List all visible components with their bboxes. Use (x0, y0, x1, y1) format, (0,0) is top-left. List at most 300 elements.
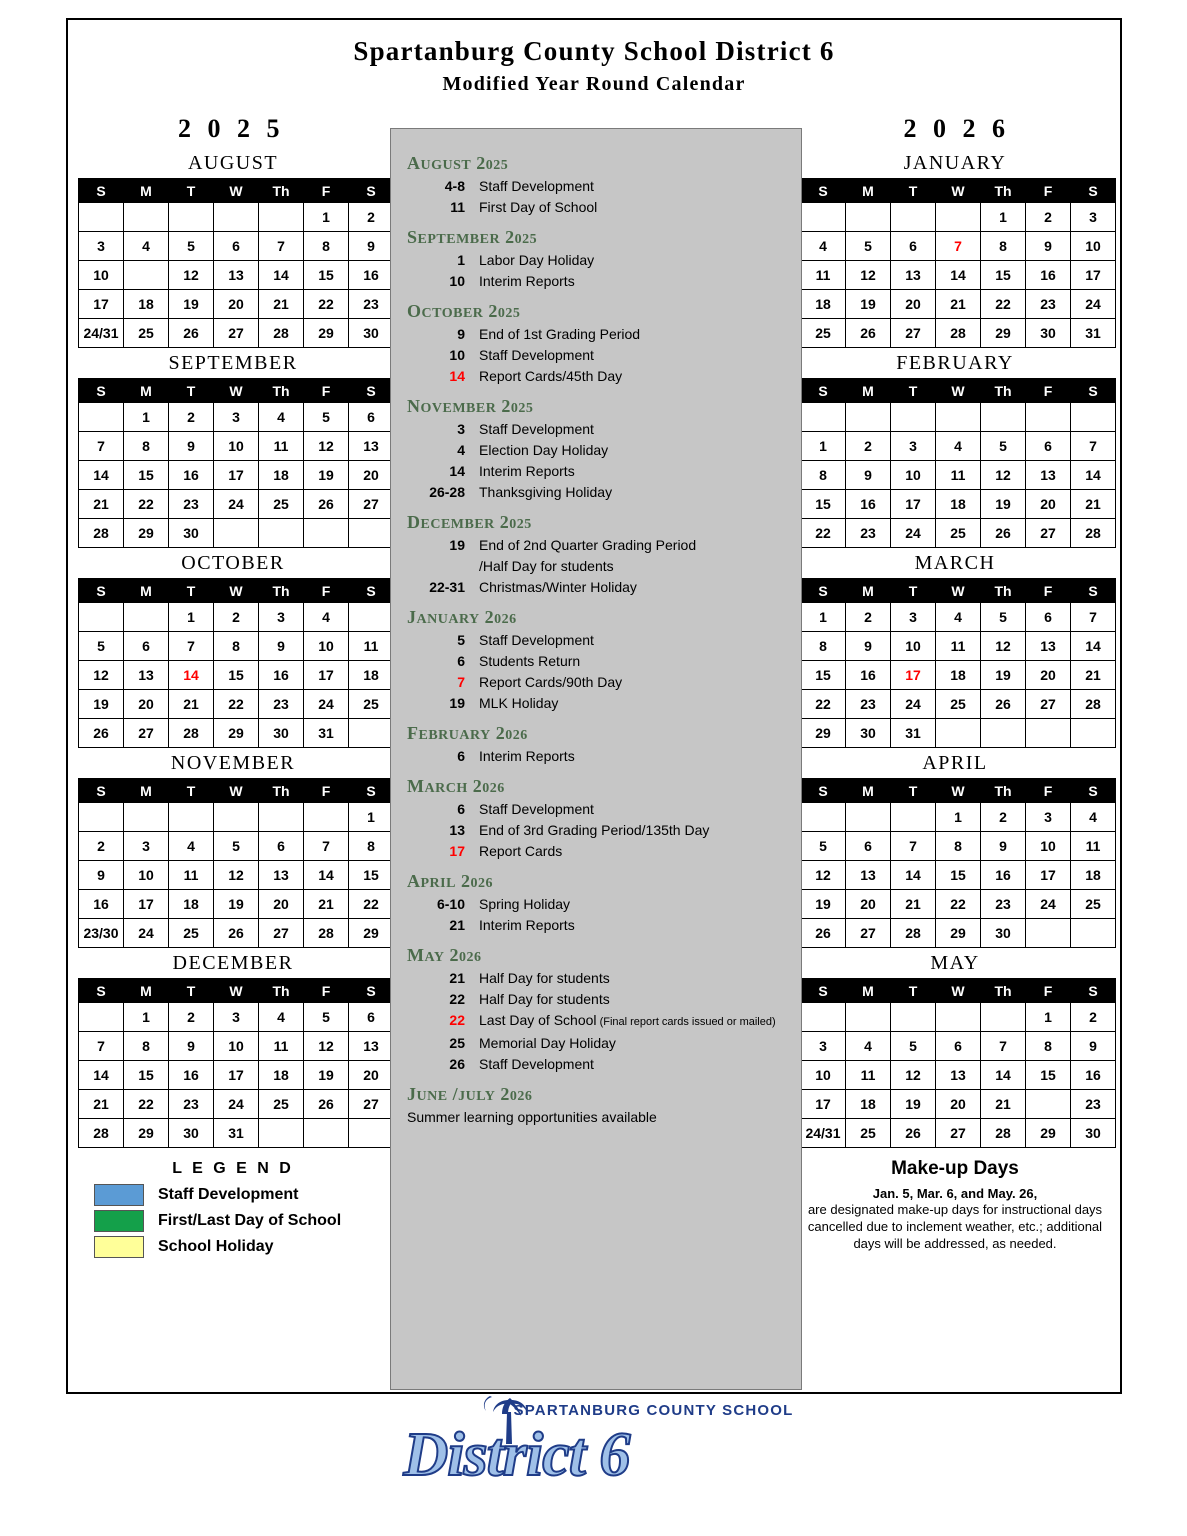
day-cell: 24 (891, 519, 936, 548)
day-cell: 24 (1071, 290, 1116, 319)
day-cell: 25 (801, 319, 846, 348)
day-cell: 16 (79, 890, 124, 919)
event-date: 19 (449, 537, 465, 553)
month-block-february (800, 352, 1110, 548)
event-row (407, 1010, 785, 1032)
day-cell: 27 (124, 719, 169, 748)
empty-cell (79, 403, 124, 432)
day-cell: 11 (259, 1032, 304, 1061)
weekday-header: W (936, 379, 981, 403)
day-cell: 13 (846, 861, 891, 890)
weekday-header: M (124, 979, 169, 1003)
weekday-header: W (936, 579, 981, 603)
day-cell: 26 (981, 519, 1026, 548)
day-cell: 10 (79, 261, 124, 290)
day-cell: 10 (304, 632, 349, 661)
day-cell: 16 (259, 661, 304, 690)
week-row (801, 1061, 1116, 1090)
day-cell: 22 (304, 290, 349, 319)
month-block-april (800, 752, 1110, 948)
day-cell: 27 (1026, 519, 1071, 548)
event-row (407, 746, 785, 766)
day-cell: 5 (891, 1032, 936, 1061)
month-block-october (78, 552, 388, 748)
day-cell: 7 (891, 832, 936, 861)
event-text: Spring Holiday (479, 896, 571, 912)
day-cell: 11 (124, 261, 169, 290)
day-cell: 10 (214, 432, 259, 461)
day-cell: 22 (124, 1090, 169, 1119)
legend-label: Staff Development (158, 1186, 299, 1203)
empty-cell (349, 1119, 394, 1148)
day-cell: 20 (846, 890, 891, 919)
event-date: 10 (449, 273, 465, 289)
day-cell: 9 (349, 232, 394, 261)
month-block-january (800, 152, 1110, 348)
event-month-heading: OCTOBER 2025 (407, 301, 521, 321)
weekday-header: M (124, 579, 169, 603)
weekday-header: S (1071, 779, 1116, 803)
empty-cell (169, 803, 214, 832)
day-cell: 28 (1071, 519, 1116, 548)
day-cell: 8 (304, 232, 349, 261)
day-cell: 2 (846, 432, 891, 461)
event-text: /Half Day for students (479, 558, 614, 574)
day-cell: 23 (169, 490, 214, 519)
event-text: Christmas/Winter Holiday (479, 579, 637, 595)
day-cell: 19 (169, 290, 214, 319)
event-date: 9 (457, 326, 465, 342)
day-cell: 17 (891, 490, 936, 519)
week-row (79, 861, 394, 890)
day-cell: 4 (801, 232, 846, 261)
day-cell: 11 (936, 632, 981, 661)
week-row (801, 203, 1116, 232)
empty-cell (349, 603, 394, 632)
event-date: 13 (449, 822, 465, 838)
day-cell: 13 (1026, 632, 1071, 661)
weekday-header: S (79, 979, 124, 1003)
day-cell: 19 (214, 890, 259, 919)
empty-cell (259, 519, 304, 548)
day-cell: 1 (1026, 1003, 1071, 1032)
weekday-header: Th (259, 579, 304, 603)
event-row (407, 197, 785, 217)
empty-cell (801, 1003, 846, 1032)
event-date: 21 (449, 917, 465, 933)
day-cell: 7 (936, 232, 981, 261)
day-cell: 22 (214, 690, 259, 719)
day-cell: 3 (214, 1003, 259, 1032)
weekday-header: S (79, 179, 124, 203)
day-cell: 21 (981, 1090, 1026, 1119)
month-block-december (78, 952, 388, 1148)
empty-cell (981, 719, 1026, 748)
day-cell: 12 (304, 432, 349, 461)
day-cell: 14 (1071, 461, 1116, 490)
day-cell: 21 (169, 690, 214, 719)
day-cell: 7 (169, 632, 214, 661)
weekday-header: S (801, 979, 846, 1003)
day-cell: 23 (1071, 1090, 1116, 1119)
day-cell: 22 (801, 690, 846, 719)
day-cell: 13 (891, 261, 936, 290)
event-text: Last Day of School (Final report cards issued or mailed) (479, 1012, 776, 1028)
day-cell: 9 (1071, 1032, 1116, 1061)
empty-cell (981, 403, 1026, 432)
event-date: 22 (449, 991, 465, 1007)
day-cell: 19 (304, 461, 349, 490)
event-date: 1 (457, 252, 465, 268)
empty-cell (304, 519, 349, 548)
day-cell: 22 (349, 890, 394, 919)
week-row (801, 232, 1116, 261)
event-date: 6 (457, 653, 465, 669)
day-cell: 8 (1026, 1032, 1071, 1061)
empty-cell (1026, 403, 1071, 432)
legend-item (94, 1236, 388, 1258)
day-cell: 23 (349, 290, 394, 319)
logo-top-text: SPARTANBURG COUNTY SCHOOL (513, 1402, 794, 1419)
weekday-header: Th (981, 979, 1026, 1003)
event-month-heading: MARCH 2026 (407, 776, 505, 796)
day-cell: 17 (1071, 261, 1116, 290)
day-cell: 18 (1071, 861, 1116, 890)
event-text: End of 2nd Quarter Grading Period (479, 537, 697, 553)
empty-cell (1071, 919, 1116, 948)
event-text: MLK Holiday (479, 695, 559, 711)
day-cell: 27 (936, 1119, 981, 1148)
day-cell: 1 (124, 403, 169, 432)
day-cell: 15 (801, 661, 846, 690)
day-cell: 12 (169, 261, 214, 290)
day-cell: 18 (124, 290, 169, 319)
empty-cell (124, 203, 169, 232)
day-cell: 8 (981, 232, 1026, 261)
weekday-header: Th (981, 579, 1026, 603)
day-cell: 25 (124, 319, 169, 348)
event-date: 6 (457, 748, 465, 764)
event-date: 11 (450, 199, 465, 215)
day-cell: 22 (124, 490, 169, 519)
day-cell: 26 (304, 1090, 349, 1119)
day-cell: 26 (846, 319, 891, 348)
day-cell: 2 (846, 603, 891, 632)
week-row (79, 719, 394, 748)
day-cell: 19 (846, 290, 891, 319)
day-cell: 2 (1026, 203, 1071, 232)
weekday-header: T (169, 179, 214, 203)
weekday-header: T (891, 379, 936, 403)
day-cell: 12 (981, 461, 1026, 490)
weekday-header: W (936, 779, 981, 803)
day-cell: 22 (1026, 1090, 1071, 1119)
day-cell: 25 (936, 519, 981, 548)
event-text: Half Day for students (479, 991, 610, 1007)
day-cell: 30 (259, 719, 304, 748)
week-row (801, 661, 1116, 690)
day-cell: 24/31 (79, 319, 124, 348)
page-title (68, 20, 1120, 96)
weekday-header: S (801, 379, 846, 403)
weekday-header: M (846, 779, 891, 803)
day-cell: 26 (981, 690, 1026, 719)
event-row (407, 535, 785, 555)
day-cell: 26 (79, 719, 124, 748)
day-cell: 4 (1071, 803, 1116, 832)
event-text: Thanksgiving Holiday (479, 484, 613, 500)
day-cell: 30 (169, 519, 214, 548)
event-row (407, 630, 785, 650)
day-cell: 18 (936, 490, 981, 519)
day-cell: 14 (169, 661, 214, 690)
day-cell: 8 (801, 461, 846, 490)
event-text: Memorial Day Holiday (479, 1035, 616, 1051)
day-cell: 18 (169, 890, 214, 919)
legend (78, 1160, 388, 1258)
month-block-may (800, 952, 1110, 1148)
day-cell: 13 (936, 1061, 981, 1090)
makeup-days-block (800, 1158, 1110, 1252)
empty-cell (259, 203, 304, 232)
week-row (801, 803, 1116, 832)
week-row (801, 319, 1116, 348)
empty-cell (349, 519, 394, 548)
empty-cell (214, 803, 259, 832)
event-date: 4-8 (444, 178, 465, 194)
day-cell: 22 (936, 890, 981, 919)
event-text: Interim Reports (479, 917, 575, 933)
day-cell: 18 (936, 661, 981, 690)
empty-cell (124, 603, 169, 632)
day-cell: 25 (936, 690, 981, 719)
week-row (79, 690, 394, 719)
legend-item (94, 1210, 388, 1232)
empty-cell (891, 803, 936, 832)
day-cell: 5 (801, 832, 846, 861)
day-cell: 15 (981, 261, 1026, 290)
day-cell: 3 (801, 1032, 846, 1061)
day-cell: 8 (936, 832, 981, 861)
empty-cell (214, 203, 259, 232)
day-cell: 21 (891, 890, 936, 919)
day-cell: 13 (214, 261, 259, 290)
day-cell: 23 (846, 690, 891, 719)
week-row (79, 1119, 394, 1148)
week-row (79, 603, 394, 632)
day-cell: 21 (79, 490, 124, 519)
event-row (407, 820, 785, 840)
week-row (801, 719, 1116, 748)
day-cell: 2 (169, 403, 214, 432)
day-cell: 13 (259, 861, 304, 890)
month-block-march (800, 552, 1110, 748)
week-row (801, 861, 1116, 890)
empty-cell (124, 803, 169, 832)
day-cell: 20 (1026, 661, 1071, 690)
day-cell: 9 (169, 1032, 214, 1061)
weekday-header: Th (259, 979, 304, 1003)
weekday-header: W (936, 179, 981, 203)
weekday-header: S (1071, 179, 1116, 203)
event-month-heading: JUNE /JULY 2026 (407, 1084, 533, 1104)
day-cell: 29 (936, 919, 981, 948)
week-row (801, 290, 1116, 319)
day-cell: 25 (259, 1090, 304, 1119)
empty-cell (981, 1003, 1026, 1032)
event-row (407, 915, 785, 935)
empty-cell (1026, 919, 1071, 948)
month-table (800, 178, 1116, 348)
empty-cell (801, 803, 846, 832)
day-cell: 16 (169, 461, 214, 490)
week-row (79, 232, 394, 261)
day-cell: 17 (124, 890, 169, 919)
week-row (801, 461, 1116, 490)
day-cell: 22 (981, 290, 1026, 319)
day-cell: 23 (981, 890, 1026, 919)
day-cell: 6 (124, 632, 169, 661)
week-row (79, 1090, 394, 1119)
day-cell: 4 (846, 1032, 891, 1061)
day-cell: 15 (124, 461, 169, 490)
empty-cell (79, 803, 124, 832)
weekday-header: M (124, 779, 169, 803)
event-text: Report Cards/90th Day (479, 674, 623, 690)
day-cell: 28 (304, 919, 349, 948)
day-cell: 19 (891, 1090, 936, 1119)
week-row (79, 919, 394, 948)
week-row (79, 803, 394, 832)
day-cell: 16 (169, 1061, 214, 1090)
day-cell: 2 (1071, 1003, 1116, 1032)
day-cell: 1 (936, 803, 981, 832)
day-cell: 10 (214, 1032, 259, 1061)
empty-cell (936, 403, 981, 432)
day-cell: 26 (214, 919, 259, 948)
day-cell: 17 (214, 461, 259, 490)
day-cell: 29 (124, 1119, 169, 1148)
day-cell: 26 (169, 319, 214, 348)
event-text: Report Cards (479, 843, 563, 859)
day-cell: 24 (891, 690, 936, 719)
event-date: 25 (449, 1035, 465, 1051)
event-date: 6-10 (436, 896, 465, 912)
empty-cell (1071, 719, 1116, 748)
week-row (79, 632, 394, 661)
event-text: First Day of School (479, 199, 598, 215)
week-row (79, 490, 394, 519)
day-cell: 12 (981, 632, 1026, 661)
empty-cell (936, 203, 981, 232)
event-row (407, 440, 785, 460)
empty-cell (259, 1119, 304, 1148)
week-row (801, 1003, 1116, 1032)
day-cell: 9 (79, 861, 124, 890)
event-date: 14 (449, 368, 465, 384)
weekday-header: S (79, 779, 124, 803)
week-row (801, 261, 1116, 290)
empty-cell (936, 719, 981, 748)
day-cell: 19 (981, 490, 1026, 519)
day-cell: 24/31 (801, 1119, 846, 1148)
day-cell: 8 (124, 1032, 169, 1061)
event-text: Staff Development (479, 347, 594, 363)
event-date: 22-31 (429, 579, 465, 595)
day-cell: 20 (214, 290, 259, 319)
empty-cell (304, 1119, 349, 1148)
event-text: Staff Development (479, 178, 594, 194)
event-date: 5 (457, 632, 465, 648)
empty-cell (891, 403, 936, 432)
weekday-header: S (801, 579, 846, 603)
day-cell: 1 (349, 803, 394, 832)
day-cell: 13 (1026, 461, 1071, 490)
event-date: 10 (449, 347, 465, 363)
weekday-header: M (846, 979, 891, 1003)
weekday-header: T (169, 579, 214, 603)
event-month-heading: FEBRUARY 2026 (407, 723, 528, 743)
day-cell: 20 (936, 1090, 981, 1119)
month-name: FEBRUARY (896, 352, 1014, 374)
empty-cell (891, 203, 936, 232)
week-row (79, 319, 394, 348)
event-row (407, 461, 785, 481)
day-cell: 31 (1071, 319, 1116, 348)
weekday-header: T (891, 579, 936, 603)
event-text: Staff Development (479, 1056, 594, 1072)
day-cell: 6 (1026, 603, 1071, 632)
day-cell: 6 (349, 403, 394, 432)
day-cell: 11 (259, 432, 304, 461)
weekday-header: S (1071, 979, 1116, 1003)
month-table (800, 378, 1116, 548)
day-cell: 6 (846, 832, 891, 861)
day-cell: 8 (801, 632, 846, 661)
day-cell: 30 (169, 1119, 214, 1148)
months-column-left (78, 148, 388, 1262)
weekday-header: F (1026, 179, 1071, 203)
weekday-header: F (304, 779, 349, 803)
weekday-header: Th (981, 179, 1026, 203)
month-block-august (78, 152, 388, 348)
empty-cell (1071, 403, 1116, 432)
event-date: 17 (449, 843, 465, 859)
event-row (407, 799, 785, 819)
day-cell: 31 (304, 719, 349, 748)
day-cell: 4 (936, 432, 981, 461)
event-row (407, 651, 785, 671)
event-text: Interim Reports (479, 273, 575, 289)
event-text: Staff Development (479, 632, 594, 648)
day-cell: 19 (79, 690, 124, 719)
day-cell: 3 (214, 403, 259, 432)
day-cell: 15 (124, 1061, 169, 1090)
week-row (79, 432, 394, 461)
weekday-header: F (304, 379, 349, 403)
event-row (407, 1033, 785, 1053)
day-cell: 17 (79, 290, 124, 319)
weekday-header: W (214, 179, 259, 203)
day-cell: 30 (1026, 319, 1071, 348)
day-cell: 10 (124, 861, 169, 890)
day-cell: 10 (891, 461, 936, 490)
weekday-header: F (1026, 579, 1071, 603)
day-cell: 28 (891, 919, 936, 948)
weekday-header: S (1071, 579, 1116, 603)
day-cell: 11 (349, 632, 394, 661)
legend-swatch (94, 1184, 144, 1206)
